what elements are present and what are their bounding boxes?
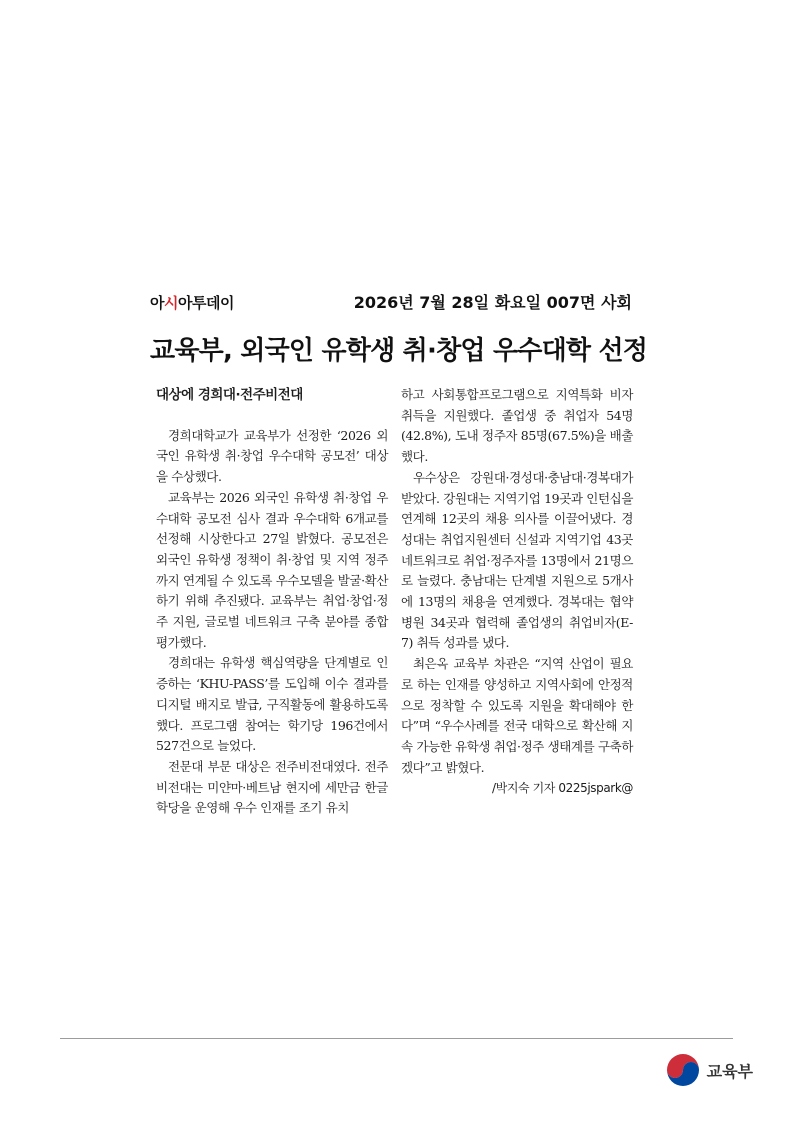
article-column-right: [401, 385, 633, 799]
article-paragraph: 최은옥 교육부 차관은 “지역 산업이 필요로 하는 인재를 양성하고 지역사회에 안정적으로 정착할 수 있도록 지원을 확대해야 한다”며 “우수사례를 전국 대학으로 확산해 지속 가능한 유학생 취업·정주 생태계를 구축하겠다”고 밝혔다.: [401, 656, 633, 775]
article-paragraph: 우수상은 강원대·경성대·충남대·경복대가 받았다. 강원대는 지역기업 19곳과 인턴십을 연계해 12곳의 채용 의사를 이끌어냈다. 경성대는 취업지원센터 신설과 지역기업 43곳 네트워크로 취업·정주자를 13명에서 21명으로 늘렸다. 충남대는 단계별 지원으로 5개사에 13명의 채용을 연계했다. 경복대는 협약 병원 34곳과 협력해 졸업생의 취업비자(E-7) 취득 성과를 냈다.: [401, 469, 633, 651]
article-paragraph-continued: 하고 사회통합프로그램으로 지역특화 비자 취득을 지원했다. 졸업생 중 취업자 54명(42.8%), 도내 정주자 85명(67.5%)을 배출했다.: [401, 387, 633, 465]
ministry-name: 교육부: [706, 1061, 753, 1081]
taegeuk-emblem-icon: [665, 1052, 701, 1088]
article-byline: /박지숙 기자 0225jspark@: [491, 781, 633, 796]
article-paragraph: 교육부는 2026 외국인 유학생 취·창업 우수대학 공모전 심사 결과 우수대학 6개교를 선정해 시상한다고 27일 밝혔다. 공모전은 외국인 유학생 정책이 취·창업 및 지역 정주까지 연계될 수 있도록 우수모델을 발굴·확산하기 위해 추진됐다. 교육부는 취업·창업·정주 지원, 글로벌 네트워크 구축 분야를 종합 평가했다.: [156, 489, 388, 650]
newspaper-logo: 아시아투데이: [150, 294, 234, 312]
article-subhead: 대상에 경희대·전주비전대: [156, 387, 303, 403]
article-headline: 교육부, 외국인 유학생 취·창업 우수대학 선정: [150, 336, 648, 366]
article-paragraph: 전문대 부문 대상은 전주비전대였다. 전주비전대는 미얀마·베트남 현지에 세만금 한글학당을 운영해 우수 인재를 조기 유치: [156, 758, 388, 816]
masthead: [150, 290, 632, 314]
article-column-left: [156, 385, 388, 819]
article-paragraph: 경희대학교가 교육부가 선정한 ‘2026 외국인 유학생 취·창업 우수대학 공모전’ 대상을 수상했다.: [156, 427, 388, 485]
article-paragraph: 경희대는 유학생 핵심역량을 단계별로 인증하는 ‘KHU-PASS’를 도입해 이수 결과를 디지털 배지로 발급, 구직활동에 활용하도록 했다. 프로그램 참여는 학기당 196건에서 527건으로 늘었다.: [156, 655, 388, 754]
footer-divider: [60, 1038, 733, 1039]
publication-dateline: 2026년 7월 28일 화요일 007면 사회: [353, 293, 632, 312]
ministry-footer: [665, 1050, 753, 1090]
